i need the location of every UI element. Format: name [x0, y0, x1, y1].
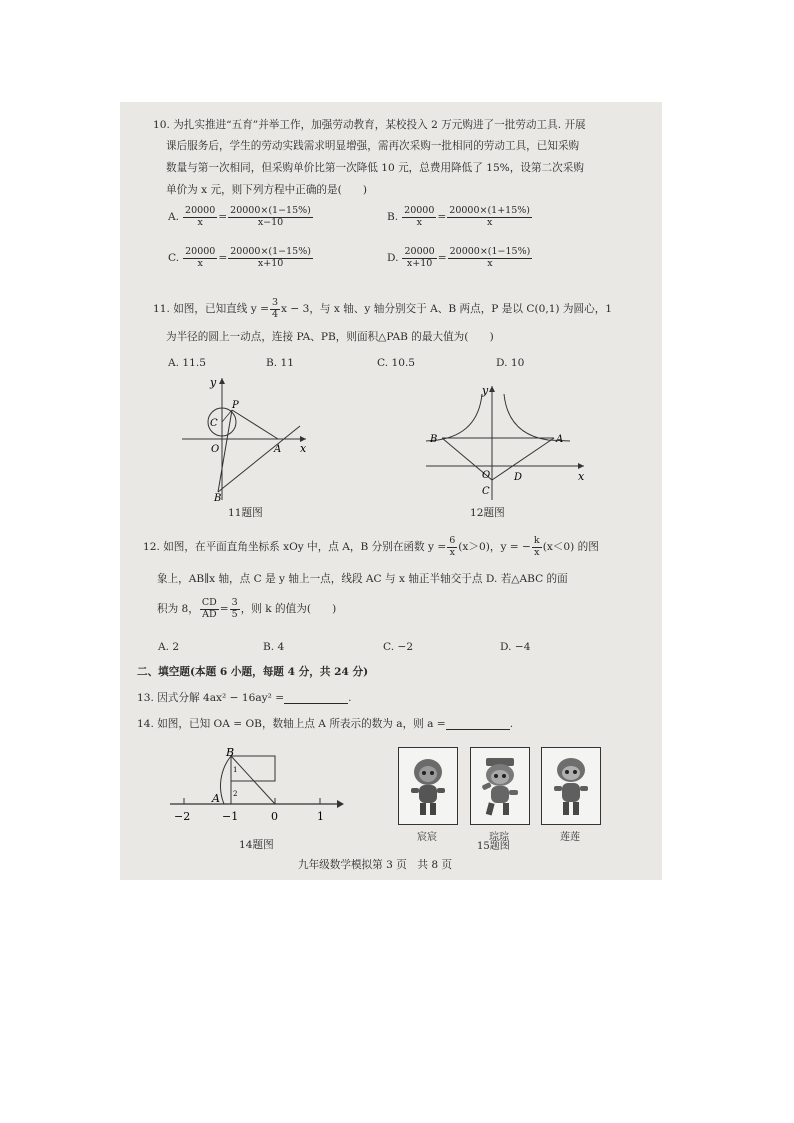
q10-option-b: B. $\frac{20000}{x}$ = $\frac{20000\times(1+15\%)}{x}$	[387, 205, 530, 228]
fig12-label-b: B	[430, 434, 438, 445]
fig12-y-arrow	[489, 386, 495, 392]
q10-option-d: D. $\frac{20000}{x+10}$ = $\frac{20000\times(1-15\%)}{x}$	[387, 246, 531, 269]
q10-option-a: A. $\frac{20000}{x}$ = $\frac{20000\times(1-15\%)}{x-10}$	[168, 205, 311, 228]
q13: 13. 因式分解 4ax² − 16ay² = .	[137, 692, 352, 705]
fig14-tick-label-m2: −2	[174, 810, 191, 823]
fig14-rectangle	[231, 756, 275, 781]
q12-option-b: B. 4	[263, 641, 285, 653]
fig12-label-d: D	[514, 472, 523, 483]
mascot-name-chenchen: 宸宸	[417, 832, 437, 843]
q14-answer-blank	[446, 719, 510, 730]
mascot-card-chenchen	[398, 747, 458, 825]
q12-option-a: A. 2	[158, 641, 180, 653]
q10-line1: 10. 为扎实推进“五育”并举工作，加强劳动教育，某校投入 2 万元购进了一批劳动工具. 开展	[153, 119, 586, 131]
exam-page	[120, 102, 662, 880]
fig14-tick-label-m1: −1	[222, 810, 239, 823]
figure-12	[418, 382, 590, 506]
figure-14	[168, 738, 348, 826]
fig14-tick-label-0: 0	[271, 810, 278, 823]
fig11-label-x: x	[300, 442, 307, 455]
fig12-caption: 12题图	[470, 507, 505, 519]
fig11-label-c: C	[210, 418, 218, 429]
fig14-tick-label-1: 1	[317, 810, 324, 823]
q12-line1: 12. 如图，在平面直角坐标系 xOy 中，点 A，B 分别在函数 y = $\frac{6}{x}$ (x＞0)，y = − $\frac{k}{x}$ (x＜0) 的图	[143, 535, 599, 558]
fig11-caption: 11题图	[228, 507, 263, 519]
figure-11	[178, 374, 312, 504]
fig12-label-o: O	[482, 470, 491, 481]
q12-option-d: D. −4	[500, 641, 531, 653]
q11-option-b: B. 11	[266, 357, 294, 369]
fig12-label-x: x	[578, 470, 585, 483]
fig11-label-b: B	[214, 493, 222, 504]
q11-option-c: C. 10.5	[377, 357, 416, 369]
fig14-label-b: B	[226, 746, 235, 759]
q12-line3: 积为 8， $\frac{CD}{AD}$ = $\frac{3}{5}$ ，则 k 的值为( )	[157, 597, 337, 620]
q14: 14. 如图，已知 OA = OB，数轴上点 A 所表示的数为 a，则 a = .	[137, 718, 514, 731]
fig14-line-ob	[231, 756, 275, 804]
fig11-label-a: A	[274, 444, 282, 455]
q10-line4: 单价为 x 元，则下列方程中正确的是( )	[166, 184, 368, 196]
fig11-line-pb	[218, 410, 232, 492]
fig11-label-o: O	[211, 444, 220, 455]
fig15-caption: 15题图	[477, 841, 510, 852]
q10-line3: 数量与第一次相同，但采购单价比第一次降低 10 元，总费用降低了 15%，设第二次采购	[166, 162, 584, 174]
fig11-label-y: y	[210, 376, 217, 389]
fig14-label-one: 1	[233, 766, 238, 774]
mascot-name-congcong: 琮琮	[489, 832, 509, 843]
q11-option-d: D. 10	[496, 357, 525, 369]
q13-answer-blank	[284, 693, 348, 704]
q11-line1: 11. 如图，已知直线 y = $\frac{3}{4}$ x − 3，与 x 轴、y 轴分别交于 A、B 两点，P 是以 C(0,1) 为圆心，1	[153, 297, 613, 320]
q11-option-a: A. 11.5	[168, 357, 206, 369]
fig14-arrow	[337, 800, 344, 808]
mascot-chenchen-image	[399, 748, 457, 824]
fig12-label-c: C	[482, 486, 490, 497]
fig12-label-y: y	[482, 384, 489, 397]
fig11-line-ab	[218, 426, 300, 492]
fig11-line-pa	[232, 410, 278, 439]
fig11-label-p: P	[232, 400, 239, 411]
mascot-card-lianlian	[541, 747, 601, 825]
q10-option-c: C. $\frac{20000}{x}$ = $\frac{20000\times(1-15\%)}{x+10}$	[168, 246, 311, 269]
fig14-arc	[220, 756, 231, 804]
fig11-y-arrow	[219, 378, 225, 384]
fig12-x-arrow	[578, 463, 584, 469]
mascot-congcong-image	[471, 748, 529, 824]
mascot-card-congcong	[470, 747, 530, 825]
section-fill-in-title: 二、填空题(本题 6 小题，每题 4 分，共 24 分)	[137, 666, 369, 678]
fig12-label-a: A	[556, 434, 564, 445]
fig14-caption: 14题图	[239, 839, 274, 851]
q10-line2: 课后服务后，学生的劳动实践需求明显增强，需再次采购一批相同的劳动工具，已知采购	[166, 140, 580, 152]
page-footer: 九年级数学模拟第 3 页 共 8 页	[298, 859, 453, 871]
mascot-lianlian-image	[542, 748, 600, 824]
fig12-line-ac	[492, 438, 554, 480]
q12-line2: 象上，AB∥x 轴，点 C 是 y 轴上一点，线段 AC 与 x 轴正半轴交于点 D. 若△ABC 的面	[157, 573, 568, 585]
fig14-label-a: A	[212, 792, 220, 805]
fig14-label-two: 2	[233, 790, 238, 798]
mascot-name-lianlian: 莲莲	[560, 832, 580, 843]
q12-option-c: C. −2	[383, 641, 414, 653]
q11-line2: 为半径的圆上一动点，连接 PA、PB，则面积△PAB 的最大值为( )	[166, 331, 494, 343]
